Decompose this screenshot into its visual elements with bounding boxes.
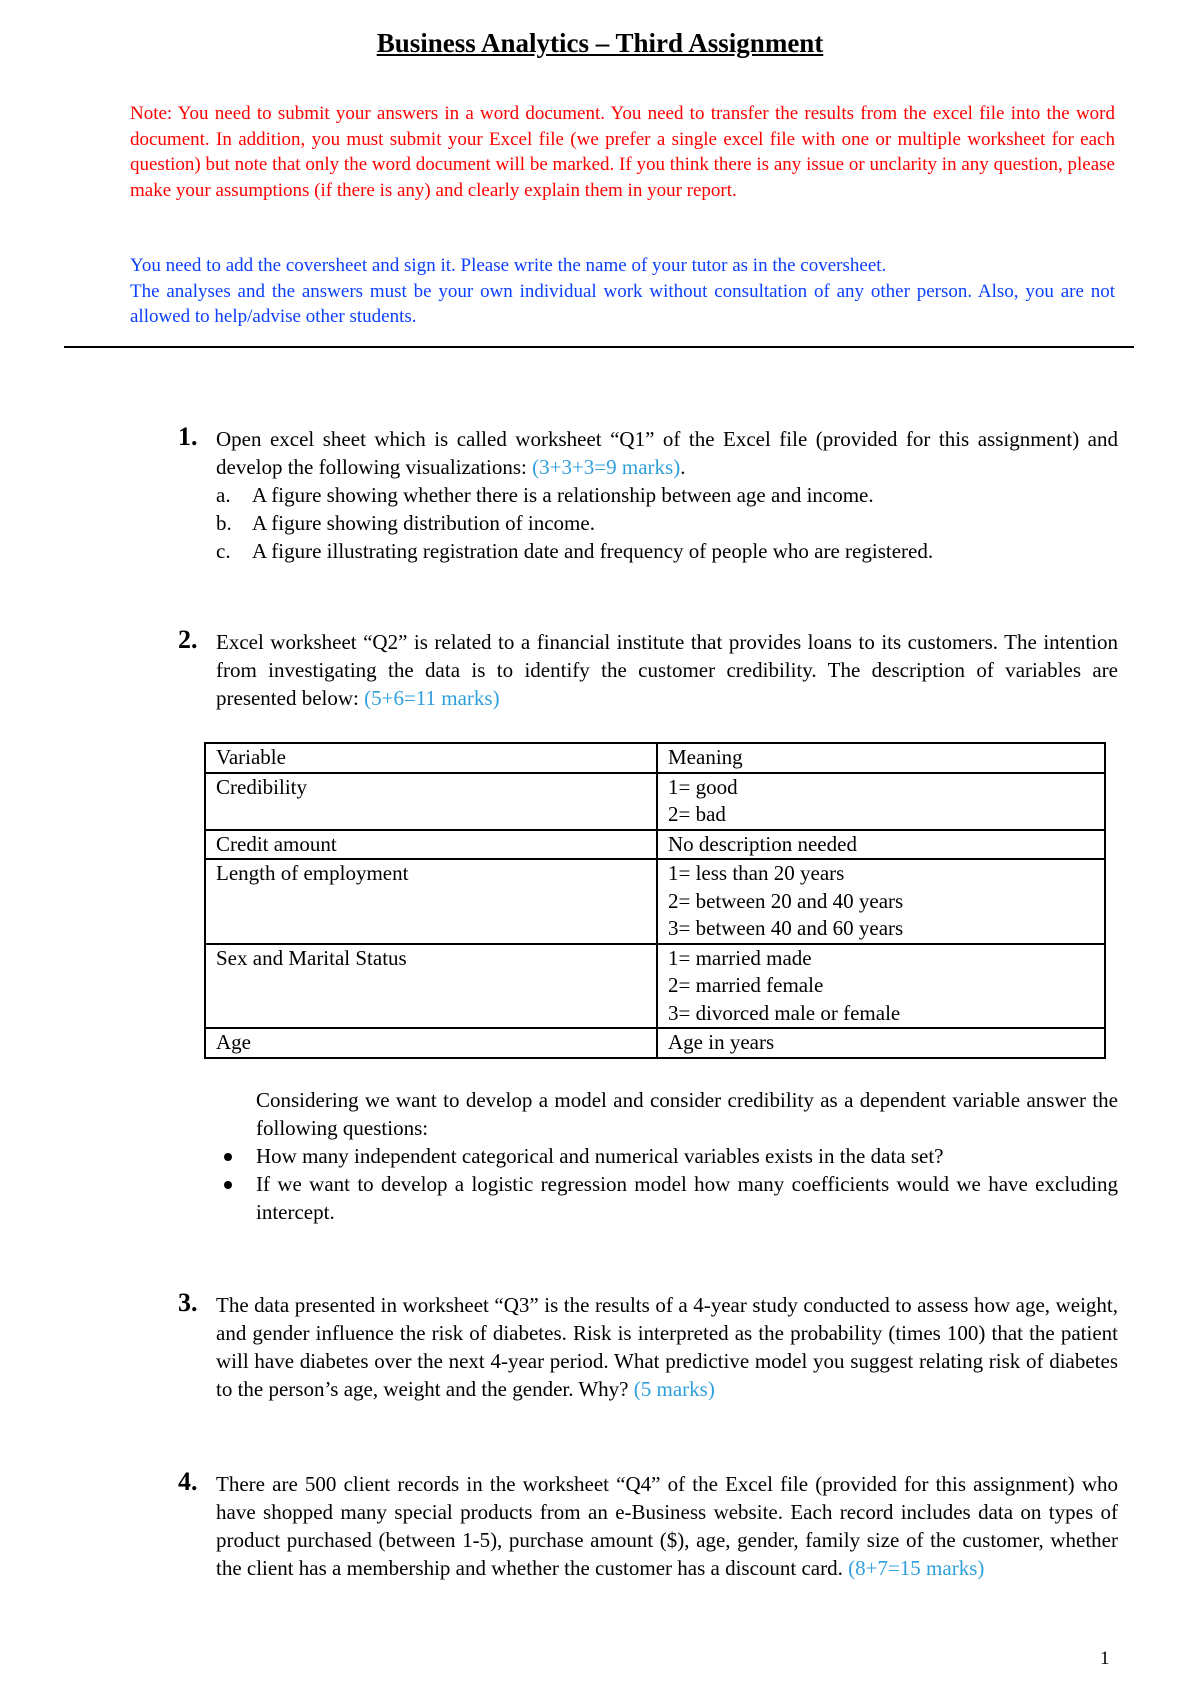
- table-cell-meaning: Age in years: [657, 1028, 1105, 1058]
- integrity-note-line: The analyses and the answers must be your own individual work without consultation of any other person. Also, you are not allowed to help/advise other students.: [130, 280, 1115, 327]
- marks-label: (5 marks): [633, 1377, 715, 1401]
- question-text: There are 500 client records in the worksheet “Q4” of the Excel file (provided for this assignment) who have shopped many special products from an e-Business website. Each record includes data on types of product purchased (between 1-5), purchase amount ($), age, gender, family size of the customer, whether the client has a membership and whether the customer has a discount card. (8+7=15 marks): [216, 1472, 1118, 1580]
- table-cell-meaning: 1= good 2= bad: [657, 773, 1105, 830]
- table-row: [205, 1028, 1105, 1058]
- question-text: The data presented in worksheet “Q3” is the results of a 4-year study conducted to assess how age, weight, and gender influence the risk of diabetes. Risk is interpreted as the probability (times 100) that the patient will have diabetes over the next 4-year period. What predictive model you suggest relating risk of diabetes to the person’s age, weight and the gender. Why? (5 marks): [216, 1293, 1118, 1401]
- integrity-note: [130, 253, 1115, 330]
- submission-note-text: Note: You need to submit your answers in a word document. You need to transfer the results from the excel file into the word document. In addition, you must submit your Excel file (we prefer a single excel file with one or multiple worksheet for each question) but note that only the word document will be marked. If you think there is any issue or unclarity in any question, please make your assumptions (if there is any) and clearly explain them in your report.: [130, 103, 1115, 201]
- horizontal-divider: [64, 346, 1134, 348]
- list-item: a. A figure showing whether there is a relationship between age and income.: [216, 483, 874, 507]
- marks-label: (8+7=15 marks): [848, 1556, 985, 1580]
- question-1: [178, 422, 1118, 565]
- table-cell-variable: Sex and Marital Status: [205, 944, 657, 1029]
- list-item: b. A figure showing distribution of income.: [216, 511, 595, 535]
- integrity-note-line: You need to add the coversheet and sign it. Please write the name of your tutor as in the coversheet.: [130, 255, 887, 276]
- table-row: [205, 944, 1105, 1029]
- table-header-row: [205, 743, 1105, 773]
- question-4: [178, 1467, 1118, 1582]
- table-row: [205, 773, 1105, 830]
- table-cell-meaning: 1= married made 2= married female 3= divorced male or female: [657, 944, 1105, 1029]
- marks-label: (3+3+3=9 marks): [532, 455, 681, 479]
- list-item: c. A figure illustrating registration date and frequency of people who are registered.: [216, 539, 934, 563]
- bullet-item: How many independent categorical and numerical variables exists in the data set?: [256, 1142, 1118, 1170]
- submission-note: [130, 101, 1115, 203]
- table-cell-variable: Age: [205, 1028, 657, 1058]
- question-text: Excel worksheet “Q2” is related to a financial institute that provides loans to its customers. The intention from investigating the data is to identify the customer credibility. The description of variables are presented below: (5+6=11 marks): [216, 630, 1118, 710]
- page-number: 1: [1100, 1648, 1110, 1669]
- question-text: Open excel sheet which is called worksheet “Q1” of the Excel file (provided for this assignment) and develop the following visualizations: (3+3+3=9 marks).: [216, 427, 1118, 479]
- question-number: 1.: [178, 422, 198, 451]
- considering-text: Considering we want to develop a model and consider credibility as a dependent variable answer the following questions:: [256, 1088, 1118, 1140]
- table-header-cell: Variable: [205, 743, 657, 773]
- marks-label: (5+6=11 marks): [364, 686, 500, 710]
- table-cell-variable: Credit amount: [205, 830, 657, 860]
- question-number: 4.: [178, 1467, 198, 1496]
- page-title: Business Analytics – Third Assignment: [376, 28, 824, 58]
- question-2: [178, 625, 1118, 712]
- bullet-item: If we want to develop a logistic regression model how many coefficients would we have excluding intercept.: [256, 1170, 1118, 1226]
- table-cell-variable: Length of employment: [205, 859, 657, 944]
- bullet-icon: [224, 1181, 232, 1189]
- table-row: [205, 830, 1105, 860]
- table-row: [205, 859, 1105, 944]
- table-cell-variable: Credibility: [205, 773, 657, 830]
- table-header-cell: Meaning: [657, 743, 1105, 773]
- question-3: [178, 1288, 1118, 1403]
- question-number: 2.: [178, 625, 198, 654]
- question-2-followup: [256, 1086, 1118, 1226]
- variables-table: [204, 742, 1106, 1059]
- table-cell-meaning: 1= less than 20 years 2= between 20 and 40 years 3= between 40 and 60 years: [657, 859, 1105, 944]
- question-number: 3.: [178, 1288, 198, 1317]
- table-cell-meaning: No description needed: [657, 830, 1105, 860]
- bullet-icon: [224, 1153, 232, 1161]
